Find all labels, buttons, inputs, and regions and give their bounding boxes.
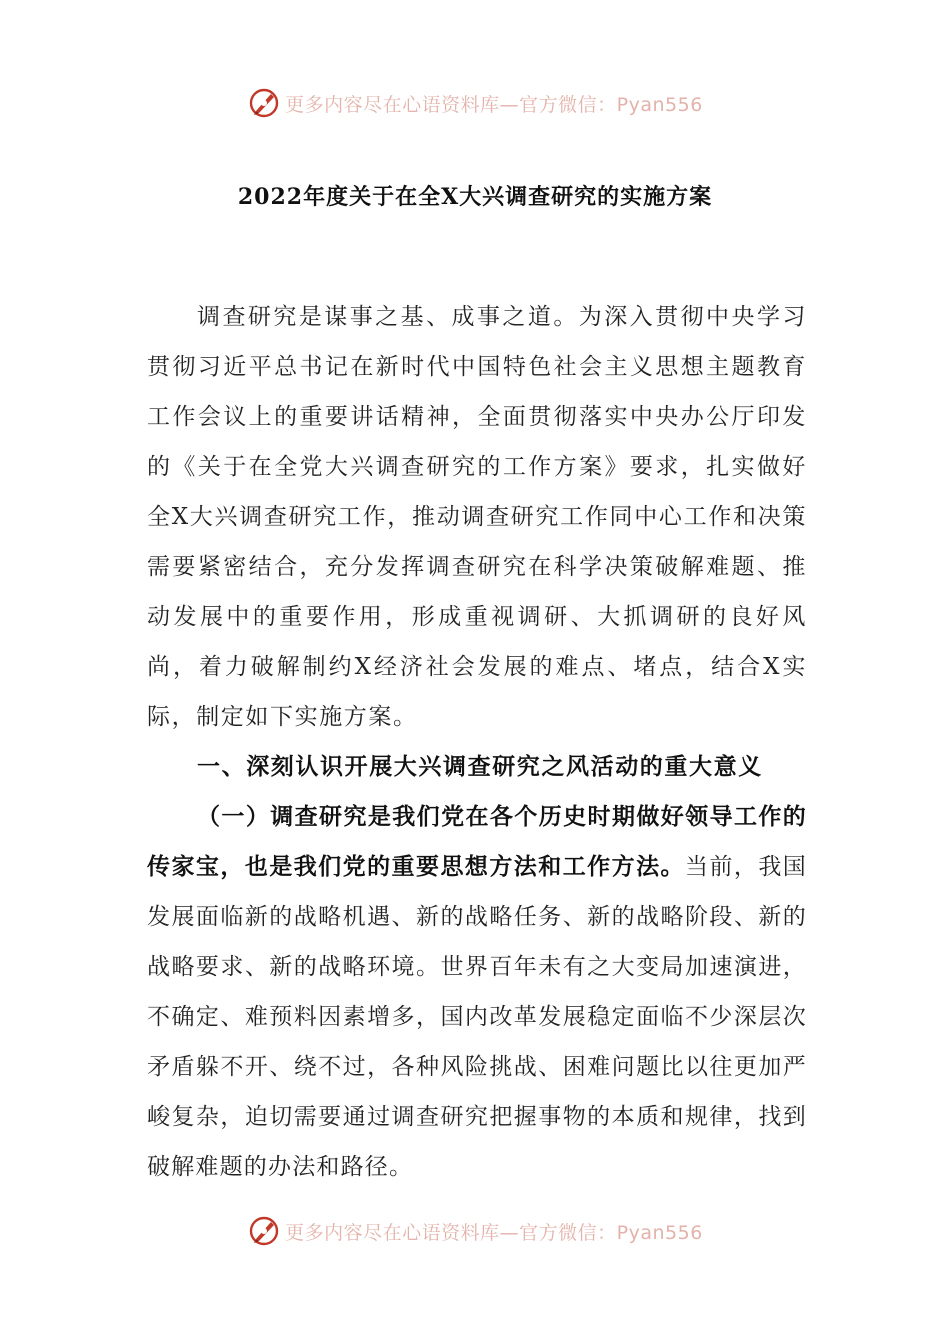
subsection-lead: （一）调查研究是我们党在各个历史时期做好领导工作的传家宝，也是我们党的重要思想方法和工作方法。: [147, 803, 807, 880]
document-title: 2022年度关于在全X大兴调查研究的实施方案: [237, 184, 713, 210]
watermark-banner-top: [0, 83, 950, 123]
document-body: [147, 292, 807, 1192]
subsection-body: 当前，我国发展面临新的战略机遇、新的战略任务、新的战略阶段、新的战略要求、新的战略环境。世界百年未有之大变局加速演进，不确定、难预料因素增多，国内改革发展稳定面临不少深层次矛盾躲不开、绕不过，各种风险挑战、困难问题比以往更加严峻复杂，迫切需要通过调查研究把握事物的本质和规律，找到破解难题的办法和路径。: [147, 854, 807, 1180]
pen-circle-logo-icon: [247, 86, 281, 120]
watermark-text: 更多内容尽在心语资料库—官方微信：Pyan556: [285, 93, 703, 116]
section-1-subsection-1: [147, 792, 807, 1192]
intro-paragraph: 调查研究是谋事之基、成事之道。为深入贯彻中央学习贯彻习近平总书记在新时代中国特色社会主义思想主题教育工作会议上的重要讲话精神，全面贯彻落实中央办公厅印发的《关于在全党大兴调查研究的工作方案》要求，扎实做好全X大兴调查研究工作，推动调查研究工作同中心工作和决策需要紧密结合，充分发挥调查研究在科学决策破解难题、推动发展中的重要作用，形成重视调研、大抓调研的良好风尚，着力破解制约X经济社会发展的难点、堵点，结合X实际，制定如下实施方案。: [147, 304, 807, 730]
pen-circle-logo-icon: [247, 1214, 281, 1248]
watermark-text: 更多内容尽在心语资料库—官方微信：Pyan556: [285, 1221, 703, 1244]
section-1-heading: 一、深刻认识开展大兴调查研究之风活动的重大意义: [197, 753, 763, 780]
watermark-banner-bottom: [0, 1211, 950, 1251]
